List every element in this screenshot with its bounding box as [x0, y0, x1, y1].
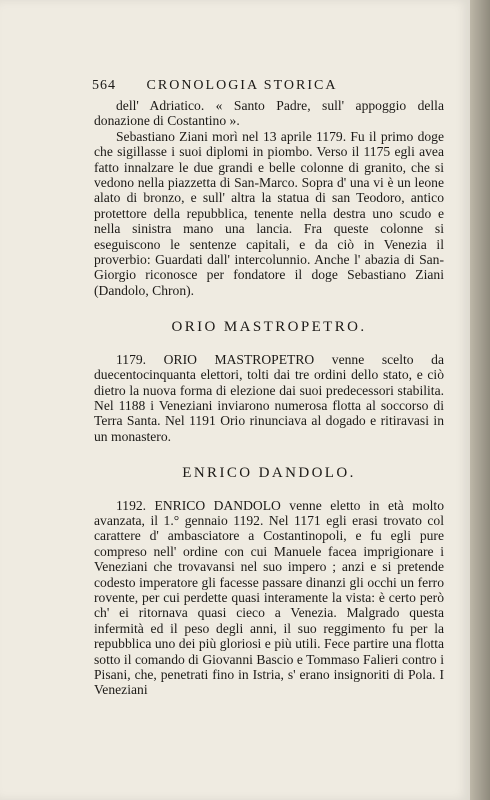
page-edge: [470, 0, 490, 800]
header-spacer: [352, 78, 392, 94]
running-header: [92, 78, 392, 94]
section-title-enrico: ENRICO DANDOLO.: [182, 465, 356, 482]
running-title: CRONOLOGIA STORICA: [146, 78, 338, 93]
section-title-orio: ORIO MASTROPETRO.: [171, 319, 367, 336]
page-body: [94, 98, 444, 698]
paragraph-orio: 1179. ORIO MASTROPETRO venne scelto da duecentocinquanta elettori, tolti dai tre ordini dello stato, e ciò dietro la nuova forma di elezione dai suoi predecessori stabilita. Nel 1188 i Veneziani inviarono numerosa flotta al soccorso di Terra Santa. Nel 1191 Orio rinunciava al dogado e ritiravasi in un monastero.: [94, 351, 444, 444]
page-number: 564: [92, 78, 116, 93]
paragraph-continuation: dell' Adriatico. « Santo Padre, sull' appoggio della donazione di Costantino ».: [94, 98, 444, 129]
paragraph-enrico: 1192. ENRICO DANDOLO venne eletto in età molto avanzata, il 1.° gennaio 1192. Nel 1171 egli erasi trovato col carattere d' ambasciatore a Costantinopoli, e fu egli pure compreso nell' ordine con cui Manuele facea imprigionare i Veneziani che trovavansi nel suo impero ; anzi e si pretende codesto imperatore gli facesse passare dinanzi gli occhi un ferro rovente, per cui perdette quasi interamente la vista: è certo però ch' ei ritornava quasi cieco a Venezia. Malgrado questa infermità ed il peso degli anni, il suo reggimento fu per la repubblica uno dei più gloriosi e più utili. Fece partire una flotta sotto il comando di Giovanni Bascio e Tommaso Falieri contro i Pisani, che, penetrati fino in Istria, s' erano insignoriti di Pola. I Veneziani: [94, 497, 444, 698]
paragraph-ziani: Sebastiano Ziani morì nel 13 aprile 1179. Fu il primo doge che sigillasse i suoi diplomi in piombo. Verso il 1175 egli avea fatto innalzare le due grandi e belle colonne di granito, che si vedono nella piazzetta di San-Marco. Sopra d' una vi è un leone alato di bronzo, e sull' altra la statua di san Teodoro, antico protettore della repubblica, tenente nella destra uno scudo e nella sinistra mano una lancia. Fra queste colonne si eseguiscono le sentenze capitali, e da ciò in Venezia il proverbio: Guardati dall' intercolunnio. Anche l' abazia di San-Giorgio riconosce per fondatore il doge Sebastiano Ziani (Dandolo, Chron).: [94, 128, 444, 298]
